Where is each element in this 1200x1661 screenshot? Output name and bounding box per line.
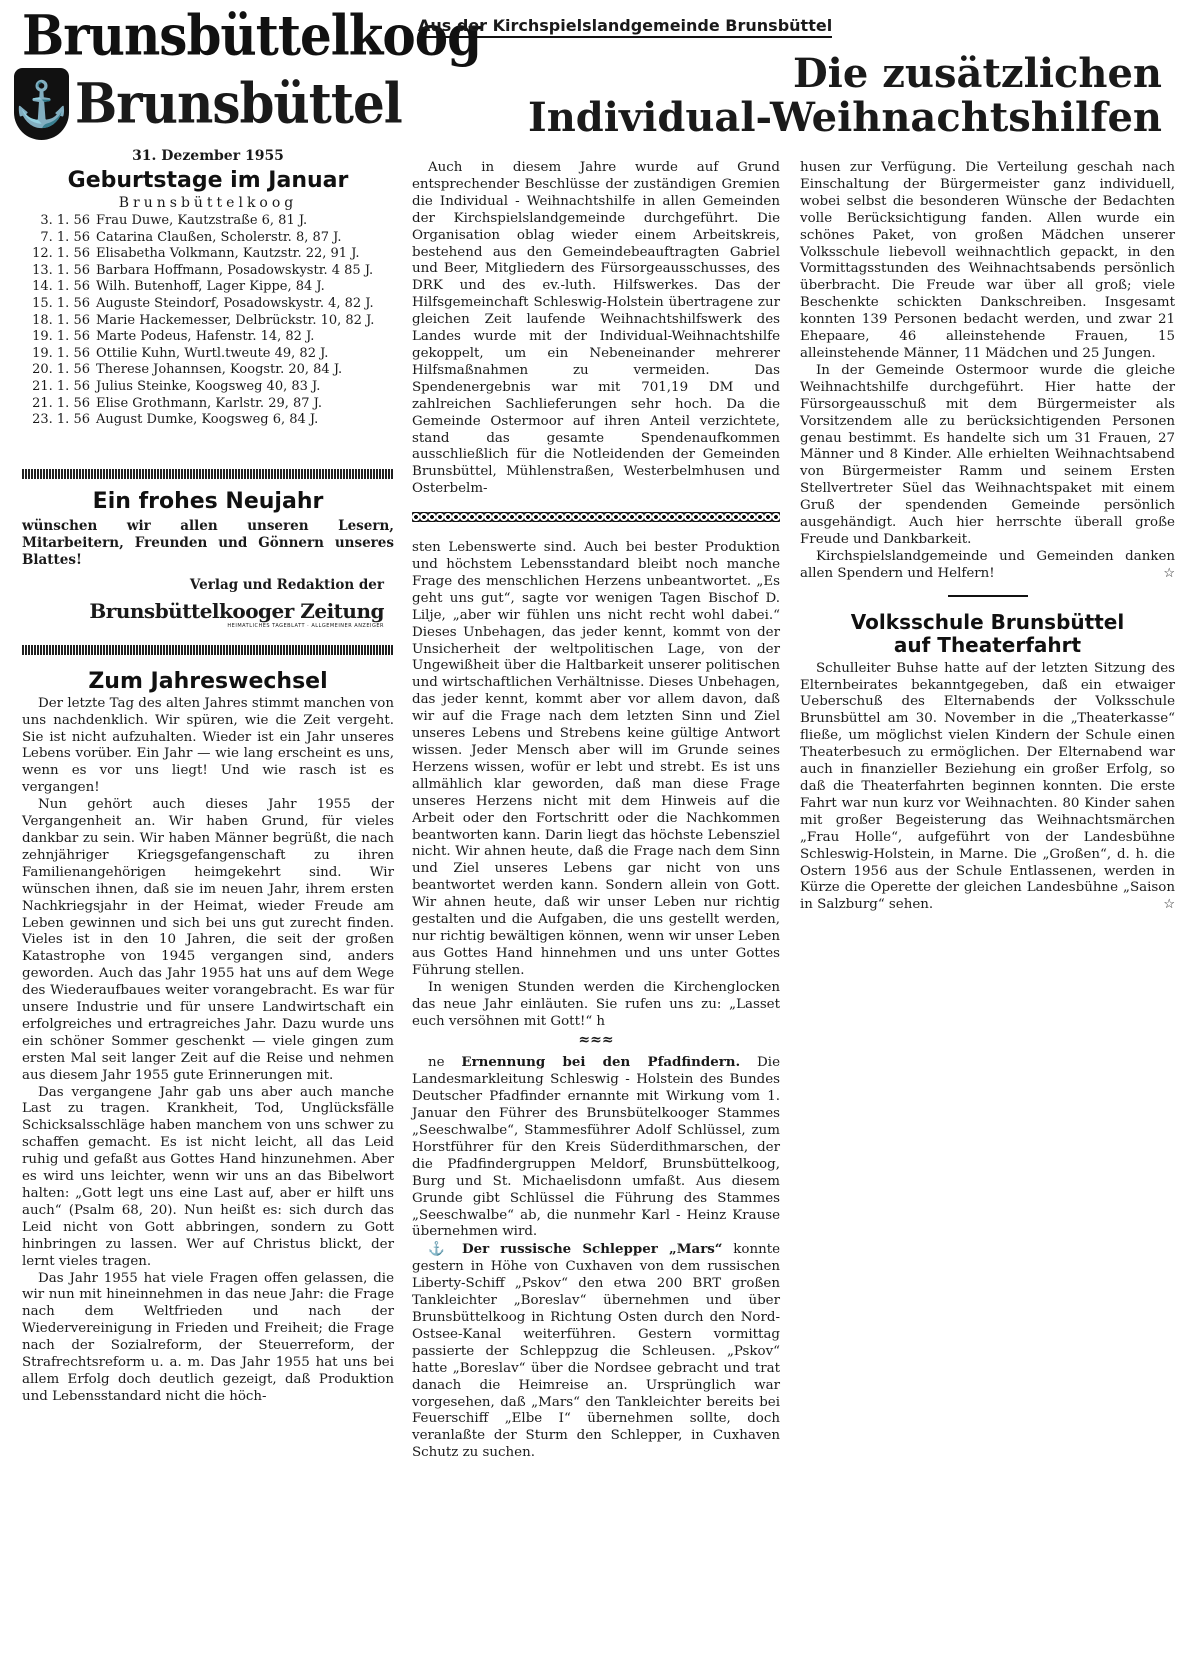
pfadfinder-paragraph <box>412 1054 780 1241</box>
star-icon: ☆ <box>1163 897 1175 913</box>
article-paragraph: Nun gehört auch dieses Jahr 1955 der Vergangenheit an. Wir haben Grund, für vieles dankbar zu sein. Wir haben Männer begrüßt, die nach zehnjähriger Kriegsgefangenschaft zu ihren Familienangehörigen heimgekehrt sind. Wir wünschen ihnen, daß sie im neuen Jahr, ihrem ersten Nachkriegsjahr in der Heimat, wieder Freude am Leben gewinnen und sich bei uns gut zurecht finden. Vieles ist in den 10 Jahren, die seit der großen Katastrophe von 1945 vergangen sind, anders geworden. Auch das Jahr 1955 hat uns auf dem Wege des Wiederaufbaues weiter vorangebracht. Es war für unsere Industrie und für unsere Landwirtschaft ein erfolgreiches und ertragreiches Jahr. Dazu wurde uns ein schöner Sommer geschenkt — viele gingen zum ersten Mal seit langer Zeit auf die Reise und nehmen aus diesem Jahr 1955 gute Erinnerungen mit. <box>22 797 394 1083</box>
birthdays-place: Brunsbüttelkoog <box>118 195 298 211</box>
section-kicker: Aus der Kirchspielslandgemeinde Brunsbüttel <box>418 16 832 38</box>
article-paragraph: In der Gemeinde Ostermoor wurde die gleiche Weihnachtshilfe durchgeführt. Hier hatte der Fürsorgeausschuß mit dem Bürgermeister als Vorsitzendem alle zu berücksichtigenden Personen genau bestimmt. Es handelte sich um 31 Frauen, 27 Männer und 8 Kinder. Alle erhielten Weihnachtsabend von Bürgermeister Ramm und seinem Ersten Stellvertreter Süel das Weihnachtspaket mit einem Gruß der spendenden Gemeinde persönlich ausgehändigt. Auch hier herrschte überall große Freude und Dankbarkeit. <box>800 362 1175 547</box>
decorative-wave-rule <box>412 512 780 522</box>
birthday-date: 19. 1. 56 <box>32 329 90 345</box>
decorative-rule <box>22 645 394 655</box>
birthday-date: 23. 1. 56 <box>32 412 90 428</box>
separator-mark: ≈≈≈ <box>578 1032 614 1049</box>
birthday-entry <box>22 362 394 379</box>
birthday-text: Therese Johannsen, Koogstr. 20, 84 J. <box>96 362 343 378</box>
volksschule-heading-line2: auf Theaterfahrt <box>893 632 1082 657</box>
article-paragraph: husen zur Verfügung. Die Verteilung geschah nach Einschaltung der Bürgermeister ganz individuell, wobei selbst die besonderen Wünsche der Bedachten volle Berücksichtigung fanden. Allen wurde ein schönes Paket, von großen Mädchen unserer Volksschule liebevoll weihnachtlich gepackt, in den Vormittagsstunden des Weihnachtsabends persönlich überbracht. Die Freude war über all groß; viele Beschenkte schickten Dankschreiben. Insgesamt konnten 139 Personen bedacht werden, und zwar 21 Ehepaare, 46 alleinstehende Frauen, 15 alleinstehende Männer, 11 Mädchen und 25 Jungen. <box>800 160 1175 361</box>
birthday-date: 12. 1. 56 <box>32 246 90 262</box>
birthday-date: 15. 1. 56 <box>32 295 90 311</box>
article-paragraph <box>800 549 1175 583</box>
masthead-title-line1: Brunsbüttelkoog <box>22 2 482 68</box>
birthday-entry <box>22 230 394 247</box>
star-icon: ☆ <box>1163 565 1175 581</box>
closing-thanks: Kirchspielslandgemeinde und Gemeinden danken allen Spendern und Helfern! <box>800 548 1175 581</box>
birthday-text: Ottilie Kuhn, Wurtl.tweute 49, 82 J. <box>96 345 329 361</box>
birthday-entry <box>22 213 394 230</box>
birthday-text: Catarina Claußen, Scholerstr. 8, 87 J. <box>96 229 342 245</box>
birthday-date: 20. 1. 56 <box>32 362 90 378</box>
neujahr-signature: Verlag und Redaktion der <box>189 576 384 593</box>
birthday-entry <box>22 263 394 280</box>
article-paragraph: Das vergangene Jahr gab uns aber auch manche Last zu tragen. Krankheit, Tod, Unglücksfälle Schicksalsschläge haben manchem von uns schwer zu schaffen gemacht. Es ist nicht leicht, all das Leid ruhig und gefaßt aus Gottes Hand hinzunehmen. Aber es wird uns leichter, wenn wir uns an das Bibelwort halten: „Gott legt uns eine Last auf, aber er hilft uns auch“ (Psalm 68, 20). Nun heißt es: sich durch das Leid nicht von Gott abbringen, sondern zu Gott hinbringen zu lassen. Wer auf Christus blickt, der lernt vieles tragen. <box>22 1084 394 1269</box>
birthday-entry <box>22 296 394 313</box>
newspaper-logo-name: Brunsbüttelkooger Zeitung <box>89 598 384 623</box>
birthday-entry <box>22 279 394 296</box>
birthday-entry <box>22 379 394 396</box>
birthday-date: 18. 1. 56 <box>32 312 90 328</box>
birthday-text: Elise Grothmann, Karlstr. 29, 87 J. <box>96 395 323 411</box>
birthday-list <box>22 213 394 429</box>
pfadfinder-lead: ne <box>428 1055 445 1071</box>
birthday-text: Auguste Steindorf, Posadowskystr. 4, 82 J. <box>96 295 374 311</box>
birthday-date: 21. 1. 56 <box>32 378 90 394</box>
pfadfinder-title: Ernennung bei den Pfadfindern. <box>461 1054 741 1071</box>
volksschule-text: Schulleiter Buhse hatte auf der letzten Sitzung des Elternbeirates bekanntgegeben, daß ein etwaiger Ueberschuß des Elternabends der Volksschule Brunsbüttel am 30. November in die „Theaterkasse“ fließe, um möglichst vielen Kindern der Schule einen Theaterbesuch zu ermöglichen. Der Elternabend war auch in finanzieller Beziehung ein großer Erfolg, so daß die Theaterfahrten beginnen konnten. Die erste Fahrt war nun kurz vor Weihnachten. 80 Kinder sahen mit großer Begeisterung das Weihnachtsmärchen „Frau Holle“, aufgeführt von der Landesbühne Schleswig-Holstein, in Marne. Die „Großen“, d. h. die Ostern 1956 aus der Schule Entlassenen, werden in Kürze die Operette der gleichen Landesbühne „Saison in Salzburg“ sehen. <box>800 660 1175 913</box>
birthday-entry <box>22 346 394 363</box>
schlepper-paragraph <box>412 1241 780 1462</box>
article-paragraph: Der letzte Tag des alten Jahres stimmt manchen von uns nachdenklich. Wir spüren, wie die Zeit vergeht. Sie ist nicht aufzuhalten. Wieder ist ein Jahr unseres Lebens vorüber. Ein Jahr — wie lang erscheint es uns, wenn es vor uns liegt! Und wie rasch ist es vergangen! <box>22 695 394 796</box>
birthday-date: 19. 1. 56 <box>32 345 90 361</box>
birthday-text: Marte Podeus, Hafenstr. 14, 82 J. <box>96 329 315 345</box>
birthday-text: Julius Steinke, Koogsweg 40, 83 J. <box>96 378 321 394</box>
middle-column <box>412 160 780 1462</box>
article-paragraph: Auch in diesem Jahre wurde auf Grund entsprechender Beschlüsse der zuständigen Gremien die Individual - Weihnachtshilfe in allen Gemeinden der Kirchspielslandgemeinde durchgeführt. Die Organisation oblag wieder einem Arbeitskreis, bestehend aus den Gemeindebeauftragten Gabriel und Beer, Mitgliedern des Fürsorgeausschusses, des DRK und des ev.-luth. Hilfswerkes. Das der Hilfsgemeinchaft Schleswig-Holstein übertragene zur gleichen Zeit laufende Weihnachtshilfswerk des Landes wurde mit der Individual-Weihnachtshilfe gekoppelt, um ein Nebeneinander mehrerer Hilfsmaßnahmen zu vermeiden. Das Spendenergebnis war mit 701,19 DM und zahlreichen Sachlieferungen sehr hoch. Da die Gemeinde Ostermoor auf ihren Anteil verzichtete, stand das gesamte Spendenaufkommen ausschließlich für die Notleidenden der Gemeinden Brunsbüttel, Mühlenstraßen, Westerbelmhusen und Osterbelm- <box>412 160 780 497</box>
pfadfinder-text: Die Landesmarkleitung Schleswig - Holstein des Bundes Deutscher Pfadfinder ernannte mit Wirkung vom 1. Januar den Führer des Brunsbütelkooger Stammes „Seeschwalbe“, Stammesführer Adolf Schlüssel, zum Horstführer für den Kreis Süderdithmarschen, der die Pfadfindergruppen Meldorf, Brunsbüttelkoog, Burg und St. Michaelisdonn umfaßt. Aus diesem Grunde gibt Schlüssel die Führung des Stammes „Seeschwalbe“ ab, die nunmehr Karl - Heinz Krause übernehmen wird. <box>412 1055 780 1240</box>
birthday-date: 7. 1. 56 <box>40 229 90 245</box>
schlepper-text: konnte gestern in Höhe von Cuxhaven von dem russischen Liberty-Schiff „Pskov“ den etwa 200 BRT großen Tankleichter „Boreslav“ übernehmen und über Brunsbüttelkoog in Richtung Osten durch den Nord-Ostsee-Kanal weiterführen. Gestern vormittag passierte der Schleppzug die Schleusen. „Pskov“ hatte „Boreslav“ über die Nordsee gebracht und trat danach die Heimreise an. Ursprünglich war vorgesehen, daß „Mars“ den Tankleichter bereits bei Feuerschiff „Elbe I“ übernehmen sollte, doch veranlaßte der Sturm den Schlepper, in Cuxhaven Schutz zu suchen. <box>412 1242 780 1461</box>
birthday-entry <box>22 412 394 429</box>
neujahr-heading: Ein frohes Neujahr <box>92 488 324 514</box>
birthday-text: August Dumke, Koogsweg 6, 84 J. <box>96 412 319 428</box>
birthday-text: Frau Duwe, Kautzstraße 6, 81 J. <box>96 213 308 228</box>
volksschule-heading-line1: Volksschule Brunsbüttel <box>850 609 1125 634</box>
newspaper-logo <box>22 599 384 629</box>
birthday-entry <box>22 329 394 346</box>
headline-line2: Individual-Weihnachtshilfen <box>527 94 1162 141</box>
main-headline <box>412 52 1162 140</box>
decorative-rule <box>22 469 394 479</box>
anchor-crest-icon: ⚓ <box>14 68 69 140</box>
birthday-date: 13. 1. 56 <box>32 262 90 278</box>
left-column <box>14 0 482 1406</box>
birthday-date: 3. 1. 56 <box>40 213 90 228</box>
birthdays-heading: Geburtstage im Januar <box>67 168 349 193</box>
birthday-text: Wilh. Butenhoff, Lager Kippe, 84 J. <box>96 279 325 295</box>
right-column <box>800 160 1175 914</box>
birthday-text: Marie Hackemesser, Delbrückstr. 10, 82 J. <box>96 312 375 328</box>
neujahr-text: wünschen wir allen unseren Lesern, Mitarbeitern, Freunden und Gönnern unseres Blattes! <box>22 517 394 568</box>
article-paragraph: Das Jahr 1955 hat viele Fragen offen gelassen, die wir nun mit hineinnehmen in das neue Jahr: die Frage nach dem Weltfrieden und nach der Wiedervereinigung in Frieden und Freiheit; die Frage nach der Sozialreform, der Steuerreform, der Strafrechtsreform u. a. m. Das Jahr 1955 hat uns bei allem Erfolg doch deutlich gezeigt, daß Produktion und Lebensstandard nicht die höch- <box>22 1270 394 1404</box>
article-paragraph: sten Lebenswerte sind. Auch bei bester Produktion und höchstem Lebensstandard bleibt noch manche Frage des menschlichen Herzens unbeantwortet. „Es geht uns gut“, sagte vor wenigen Tagen Bischof D. Lilje, „aber wir fühlen uns nicht recht wohl dabei.“ Dieses Unbehagen, das jeder kennt, kommt von der Unsicherheit der weltpolitischen Lage, von der Ungewißheit über die Haltbarkeit unserer politischen und wirtschaftlichen Verhältnisse. Dieses Unbehagen, das jeder kennt, kommt aber vor allem davon, daß wir auf die Frage nach dem letzten Sinn und Ziel unseres Lebens und Strebens keine gültige Antwort wissen. Jeder Mensch aber will im Grunde seines Herzens wissen, wofür er lebt und strebt. Es ist uns allmählich klar geworden, daß man diese Frage unseres Herzens nicht mit dem Hinweis auf die Arbeit oder den Fortschritt oder die Nachkommen beantworten kann. Darin liegt das höchste Lebensziel nicht. Wir ahnen heute, daß die Frage nach dem Sinn und Ziel unseres Lebens gar nicht von uns beantwortet werden kann. Sondern allein von Gott. Wir ahnen heute, daß wir unser Leben nur richtig gestalten und die Aufgaben, die uns gestellt werden, nur richtig bewältigen können, wenn wir unser Leben aus Gottes Hand hinnehmen und uns unter Gottes Führung stellen. <box>412 540 780 978</box>
birthday-entry <box>22 396 394 413</box>
jahreswechsel-heading: Zum Jahreswechsel <box>88 668 328 694</box>
issue-date: 31. Dezember 1955 <box>132 148 284 164</box>
birthday-entry <box>22 246 394 263</box>
article-paragraph: In wenigen Stunden werden die Kirchenglocken das neue Jahr einläuten. Sie rufen uns zu: „Lasset euch versöhnen mit Gott!“ h <box>412 979 780 1029</box>
article-paragraph <box>800 661 1175 915</box>
schlepper-title: Der russische Schlepper „Mars“ <box>461 1241 723 1258</box>
anchor-mark-icon: ⚓ <box>428 1242 452 1258</box>
birthday-text: Barbara Hoffmann, Posadowskystr. 4 85 J. <box>96 262 374 278</box>
newspaper-logo-subtitle: HEIMATLICHES TAGEBLATT · ALLGEMEINER ANZEIGER <box>227 622 384 629</box>
birthday-text: Elisabetha Volkmann, Kautzstr. 22, 91 J. <box>96 246 360 262</box>
birthday-date: 14. 1. 56 <box>32 279 90 295</box>
volksschule-heading <box>800 611 1175 657</box>
birthday-date: 21. 1. 56 <box>32 395 90 411</box>
short-divider <box>948 595 1028 597</box>
masthead-title-line2: Brunsbüttel <box>75 71 402 136</box>
masthead <box>14 0 482 140</box>
birthday-entry <box>22 313 394 330</box>
headline-line1: Die zusätzlichen <box>792 50 1162 97</box>
